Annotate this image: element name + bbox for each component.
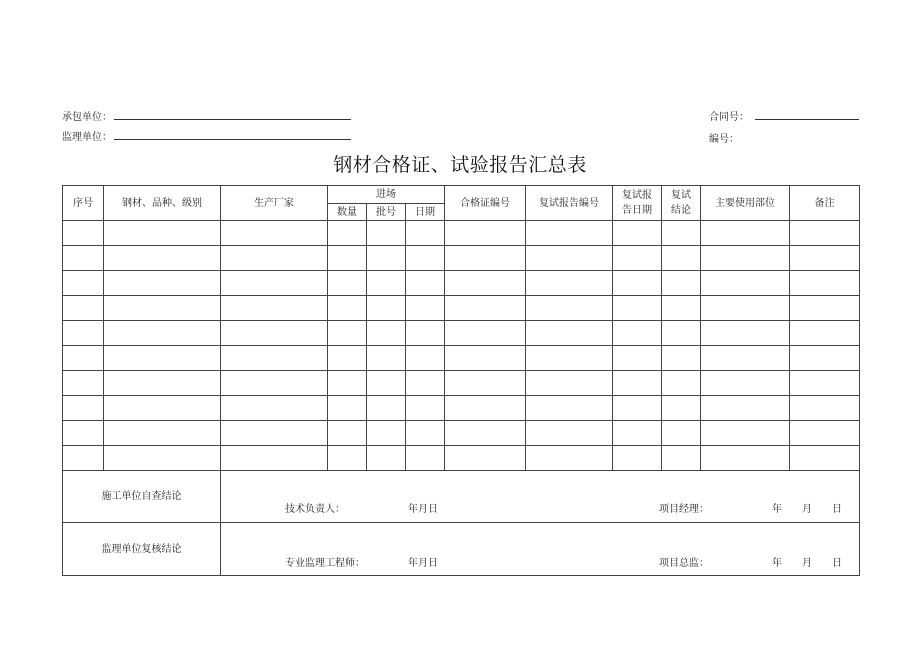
table-cell[interactable] <box>613 446 662 471</box>
table-cell[interactable] <box>613 246 662 271</box>
contractor-label: 承包单位： <box>62 112 112 123</box>
supervisor-label: 监理单位： <box>62 132 112 143</box>
table-cell[interactable] <box>445 321 526 346</box>
supervisor-engineer-label: 专业监理工程师： <box>285 558 365 569</box>
table-cell[interactable] <box>328 396 367 421</box>
table-cell[interactable] <box>790 396 860 421</box>
table-cell[interactable] <box>221 321 328 346</box>
supervisor-conclusion-row <box>63 523 860 576</box>
contractor-conclusion-label: 施工单位自查结论 <box>63 471 221 523</box>
table-cell[interactable] <box>406 246 445 271</box>
table-cell[interactable] <box>63 321 104 346</box>
table-cell[interactable] <box>367 396 406 421</box>
contractor-pm-label: 项目经理： <box>659 504 709 515</box>
table-cell[interactable] <box>790 346 860 371</box>
table-cell[interactable] <box>662 421 701 446</box>
table-cell[interactable] <box>104 446 221 471</box>
contractor-conclusion-field[interactable] <box>221 471 860 523</box>
table-cell[interactable] <box>790 221 860 246</box>
table-cell[interactable] <box>445 296 526 321</box>
table-cell[interactable] <box>328 321 367 346</box>
table-cell[interactable] <box>445 246 526 271</box>
table-cell[interactable] <box>406 296 445 321</box>
table-cell[interactable] <box>367 371 406 396</box>
table-cell[interactable] <box>790 446 860 471</box>
col-manufacturer: 生产厂家 <box>221 186 328 221</box>
table-cell[interactable] <box>328 271 367 296</box>
summary-table <box>62 185 860 576</box>
contractor-field[interactable] <box>114 119 351 120</box>
contractor-conclusion-row <box>63 471 860 523</box>
header-row-1 <box>63 186 860 204</box>
table-cell[interactable] <box>406 221 445 246</box>
supervisor-director-label: 项目总监： <box>659 558 709 569</box>
serial-no-label: 编号： <box>709 134 739 145</box>
table-cell[interactable] <box>662 296 701 321</box>
table-cell[interactable] <box>701 296 790 321</box>
table-cell[interactable] <box>63 421 104 446</box>
contractor-pm-month: 月 <box>802 504 812 515</box>
table-cell[interactable] <box>613 421 662 446</box>
table-cell[interactable] <box>63 296 104 321</box>
table-cell[interactable] <box>662 446 701 471</box>
table-cell[interactable] <box>662 221 701 246</box>
table-cell[interactable] <box>701 246 790 271</box>
table-row <box>63 221 860 246</box>
col-date: 日期 <box>406 204 445 221</box>
table-cell[interactable] <box>367 421 406 446</box>
contract-no-field[interactable] <box>755 119 859 120</box>
table-cell[interactable] <box>526 221 613 246</box>
table-cell[interactable] <box>367 271 406 296</box>
table-cell[interactable] <box>221 446 328 471</box>
table-cell[interactable] <box>662 321 701 346</box>
table-cell[interactable] <box>613 321 662 346</box>
table-row <box>63 396 860 421</box>
table-cell[interactable] <box>221 296 328 321</box>
supervisor-director-month: 月 <box>802 558 812 569</box>
table-cell[interactable] <box>526 446 613 471</box>
table-cell[interactable] <box>613 346 662 371</box>
contractor-tech-lead-date: 年月日 <box>408 504 438 515</box>
supervisor-field[interactable] <box>114 139 351 140</box>
contractor-tech-lead-label: 技术负责人： <box>285 504 345 515</box>
table-cell[interactable] <box>526 296 613 321</box>
supervisor-engineer-date: 年月日 <box>408 558 438 569</box>
table-cell[interactable] <box>701 271 790 296</box>
table-cell[interactable] <box>613 271 662 296</box>
table-cell[interactable] <box>367 246 406 271</box>
table-cell[interactable] <box>662 371 701 396</box>
col-seq: 序号 <box>63 186 104 221</box>
table-cell[interactable] <box>526 371 613 396</box>
table-cell[interactable] <box>406 396 445 421</box>
table-cell[interactable] <box>63 396 104 421</box>
table-row <box>63 271 860 296</box>
table-cell[interactable] <box>701 346 790 371</box>
col-remarks: 备注 <box>790 186 860 221</box>
table-cell[interactable] <box>790 321 860 346</box>
table-cell[interactable] <box>613 396 662 421</box>
table-cell[interactable] <box>328 421 367 446</box>
table-cell[interactable] <box>701 371 790 396</box>
table-cell[interactable] <box>221 246 328 271</box>
table-cell[interactable] <box>445 221 526 246</box>
col-cert-no: 合格证编号 <box>445 186 526 221</box>
table-row <box>63 421 860 446</box>
serial-no-clip <box>709 131 769 145</box>
col-retest-report-date-line2: 告日期 <box>622 205 652 216</box>
table-cell[interactable] <box>613 221 662 246</box>
table-cell[interactable] <box>221 271 328 296</box>
supervisor-conclusion-label: 监理单位复核结论 <box>63 523 221 576</box>
col-main-use: 主要使用部位 <box>701 186 790 221</box>
table-cell[interactable] <box>221 421 328 446</box>
table-cell[interactable] <box>221 346 328 371</box>
table-cell[interactable] <box>701 396 790 421</box>
table-cell[interactable] <box>406 346 445 371</box>
table-row <box>63 246 860 271</box>
table-row <box>63 446 860 471</box>
table-row <box>63 296 860 321</box>
table-cell[interactable] <box>221 371 328 396</box>
table-cell[interactable] <box>701 421 790 446</box>
table-cell[interactable] <box>104 296 221 321</box>
table-cell[interactable] <box>526 271 613 296</box>
table-cell[interactable] <box>63 221 104 246</box>
table-body <box>63 221 860 471</box>
table-cell[interactable] <box>662 346 701 371</box>
supervisor-director-day: 日 <box>832 558 842 569</box>
table-cell[interactable] <box>526 421 613 446</box>
table-cell[interactable] <box>63 346 104 371</box>
table-cell[interactable] <box>104 246 221 271</box>
table-cell[interactable] <box>790 421 860 446</box>
table-cell[interactable] <box>104 371 221 396</box>
table-cell[interactable] <box>328 371 367 396</box>
table-cell[interactable] <box>63 246 104 271</box>
page-title: 钢材合格证、试验报告汇总表 <box>333 154 587 176</box>
table-cell[interactable] <box>367 296 406 321</box>
col-retest-conclusion <box>662 186 701 221</box>
contract-no-label: 合同号： <box>709 112 749 123</box>
table-cell[interactable] <box>104 321 221 346</box>
table-cell[interactable] <box>104 221 221 246</box>
col-material: 钢材、品种、级别 <box>104 186 221 221</box>
table-cell[interactable] <box>63 446 104 471</box>
table-row <box>63 371 860 396</box>
table-cell[interactable] <box>662 246 701 271</box>
contractor-pm-day: 日 <box>832 504 842 515</box>
table-cell[interactable] <box>701 446 790 471</box>
table-cell[interactable] <box>790 296 860 321</box>
table-row <box>63 321 860 346</box>
table-cell[interactable] <box>104 396 221 421</box>
table-row <box>63 346 860 371</box>
table-cell[interactable] <box>790 371 860 396</box>
table-cell[interactable] <box>613 371 662 396</box>
table-cell[interactable] <box>406 421 445 446</box>
table-cell[interactable] <box>63 371 104 396</box>
table-cell[interactable] <box>367 446 406 471</box>
col-batch: 批号 <box>367 204 406 221</box>
table-cell[interactable] <box>328 446 367 471</box>
table-cell[interactable] <box>613 296 662 321</box>
table-cell[interactable] <box>328 246 367 271</box>
table-cell[interactable] <box>790 246 860 271</box>
table-cell[interactable] <box>445 396 526 421</box>
table-cell[interactable] <box>701 321 790 346</box>
table-cell[interactable] <box>328 346 367 371</box>
table-cell[interactable] <box>662 271 701 296</box>
table-cell[interactable] <box>328 296 367 321</box>
table-cell[interactable] <box>367 221 406 246</box>
table-cell[interactable] <box>790 271 860 296</box>
table-cell[interactable] <box>406 271 445 296</box>
table-cell[interactable] <box>221 396 328 421</box>
table-cell[interactable] <box>701 221 790 246</box>
supervisor-conclusion-field[interactable] <box>221 523 860 576</box>
table-cell[interactable] <box>63 271 104 296</box>
col-retest-conclusion-line1: 复试 <box>671 190 691 201</box>
table-cell[interactable] <box>445 346 526 371</box>
col-entry: 进场 <box>328 186 445 204</box>
table-cell[interactable] <box>406 371 445 396</box>
table-cell[interactable] <box>221 221 328 246</box>
table-cell[interactable] <box>445 421 526 446</box>
table-cell[interactable] <box>104 421 221 446</box>
table-cell[interactable] <box>526 396 613 421</box>
table-cell[interactable] <box>367 321 406 346</box>
col-retest-report-date-line1: 复试报 <box>622 190 652 201</box>
table-cell[interactable] <box>445 271 526 296</box>
table-cell[interactable] <box>367 346 406 371</box>
supervisor-director-year: 年 <box>772 558 782 569</box>
table-cell[interactable] <box>406 446 445 471</box>
table-cell[interactable] <box>104 346 221 371</box>
table-cell[interactable] <box>526 346 613 371</box>
col-retest-conclusion-line2: 结论 <box>671 205 691 216</box>
col-quantity: 数量 <box>328 204 367 221</box>
col-retest-report-no: 复试报告编号 <box>526 186 613 221</box>
table-cell[interactable] <box>445 371 526 396</box>
table-cell[interactable] <box>662 396 701 421</box>
table-cell[interactable] <box>526 246 613 271</box>
table-cell[interactable] <box>406 321 445 346</box>
table-cell[interactable] <box>328 221 367 246</box>
table-cell[interactable] <box>526 321 613 346</box>
col-retest-report-date <box>613 186 662 221</box>
table-cell[interactable] <box>104 271 221 296</box>
table-cell[interactable] <box>445 446 526 471</box>
contractor-pm-year: 年 <box>772 504 782 515</box>
